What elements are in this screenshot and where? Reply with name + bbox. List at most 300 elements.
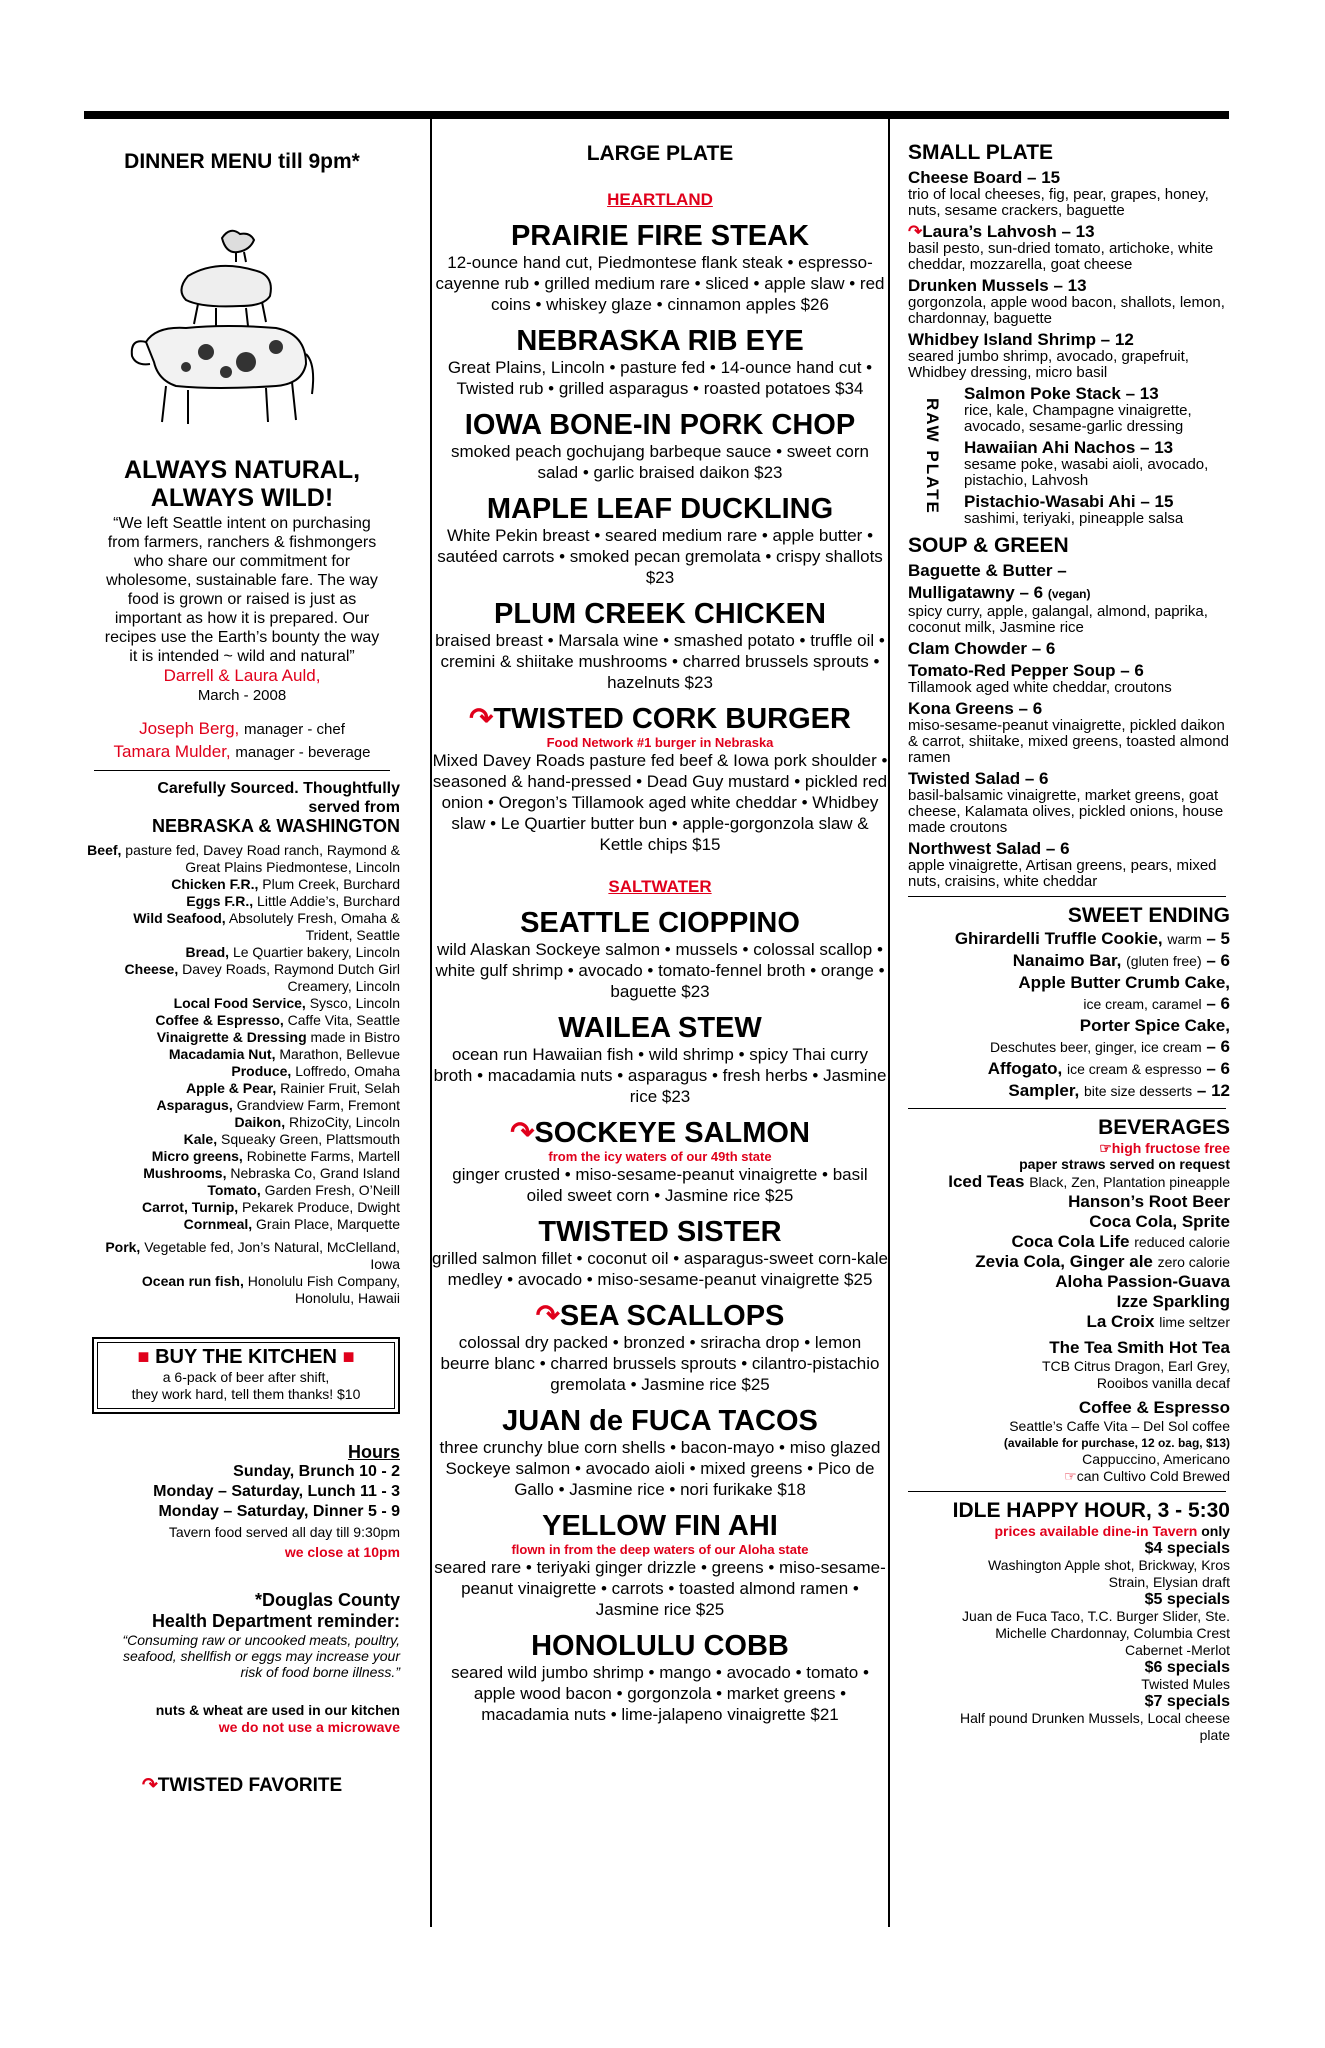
happy-hour-title: IDLE HAPPY HOUR, 3 - 5:30 — [952, 1499, 1230, 1522]
favorite-label: TWISTED FAVORITE — [157, 1775, 343, 1796]
source-text: Plum Creek, Burchard — [262, 876, 400, 892]
source-text: pasture fed, Davey Road ranch, Raymond & Great Plains Piedmontese, Lincoln — [125, 842, 400, 875]
happy-hour-block — [908, 1498, 1230, 1744]
raw-plate-label: RAW PLATE — [923, 398, 942, 515]
hfcs-note: high fructose free — [1111, 1140, 1230, 1156]
source-text: Squeaky Green, Plattsmouth — [221, 1131, 400, 1147]
beverage-line — [878, 1312, 1230, 1332]
divider — [908, 1491, 1226, 1492]
source-text: made in Bistro — [310, 1029, 400, 1045]
beverage-line — [878, 1192, 1230, 1212]
source-label: Coffee & Espresso, — [155, 1012, 284, 1028]
dish-description: 12-ounce hand cut, Piedmontese flank steak • espresso-cayenne rub • grilled medium rare • sliced • apple slaw • red coins • whiskey glaze • cinnamon apples $26 — [435, 253, 885, 314]
source-label: Daikon, — [234, 1114, 286, 1130]
health-reminder — [84, 1590, 400, 1680]
coffee-title: Coffee & Espresso — [1078, 1398, 1230, 1417]
source-item — [84, 1097, 400, 1114]
heading-line-1: ALWAYS NATURAL, — [123, 456, 361, 484]
dish — [432, 703, 888, 855]
source-text: Vegetable fed, Jon’s Natural, McClelland, Iowa — [144, 1239, 400, 1272]
happy-hour-price — [908, 1540, 1230, 1557]
item-name-text: Kona Greens – 6 — [908, 699, 1043, 718]
happy-hour-items: Half pound Drunken Mussels, Local cheese plate — [959, 1710, 1230, 1743]
item-name-text: Pistachio-Wasabi Ahi – 15 — [964, 492, 1174, 511]
tea-desc-1: TCB Citrus Dragon, Earl Grey, — [1041, 1358, 1230, 1374]
dessert-note: (gluten free) — [1126, 953, 1202, 969]
source-item — [84, 1012, 400, 1029]
item-name — [964, 438, 1230, 457]
item-name-text: Northwest Salad – 6 — [908, 839, 1070, 858]
dish-title: WAILEA STEW — [558, 1012, 762, 1044]
beverage-line — [878, 1172, 1230, 1192]
source-label: Beef, — [87, 842, 122, 858]
happy-hour-price — [908, 1659, 1230, 1676]
dessert-name: Apple Butter Crumb Cake, — [1018, 973, 1230, 992]
dish-title: PRAIRIE FIRE STEAK — [510, 220, 810, 252]
beverage-line — [878, 1292, 1230, 1312]
item-name-text: Laura’s Lahvosh – 13 — [922, 222, 1095, 241]
source-label: Cornmeal, — [183, 1216, 253, 1232]
hours-block — [84, 1442, 400, 1562]
menu-item — [908, 276, 1230, 327]
owners-quote: “We left Seattle intent on purchasing from farmers, ranchers & fishmongers who share our commitment for wholesome, sustainable fare. The way food is grown or raised is just as important as how it is prepared. Our recipes use the Earth’s bounty the way it is intended ~ wild and natural” — [104, 515, 380, 665]
item-name-text: Twisted Salad – 6 — [908, 769, 1049, 788]
item-name — [908, 168, 1230, 187]
happy-hour-price — [908, 1591, 1230, 1608]
dish-description: White Pekin breast • seared medium rare • apple butter • sautéed carrots • smoked pecan gremolata • crispy shallots $23 — [437, 526, 883, 587]
hours-brunch: Sunday, Brunch 10 - 2 — [233, 1463, 400, 1480]
dessert-name: Ghirardelli Truffle Cookie, — [954, 929, 1163, 948]
sweet-ending-title: SWEET ENDING — [1067, 904, 1230, 927]
beverages-title: BEVERAGES — [1098, 1116, 1230, 1139]
happy-hour-items: Washington Apple shot, Brickway, Kros Strain, Elysian draft — [988, 1557, 1230, 1590]
dish-description: ocean run Hawaiian fish • wild shrimp • spicy Thai curry broth • macadamia nuts • asparagus • fresh herbs • Jasmine rice $23 — [433, 1045, 887, 1106]
manager-1-name: Joseph Berg, — [139, 719, 240, 738]
source-item — [84, 893, 400, 910]
source-item — [84, 961, 400, 995]
center-column — [432, 140, 888, 1725]
item-description: sashimi, teriyaki, pineapple salsa — [964, 510, 1184, 527]
dish-name — [432, 220, 888, 252]
favorite-icon: ↷ — [510, 1117, 535, 1149]
pointing-hand-icon: ☞ — [1064, 1468, 1077, 1484]
beverage-name: Coca Cola Life — [1011, 1232, 1130, 1251]
twisted-favorite-legend — [84, 1774, 400, 1797]
favorite-icon: ↷ — [141, 1775, 158, 1796]
small-plate-items — [908, 168, 1230, 381]
kitchen-line-1: a 6-pack of beer after shift, — [162, 1369, 330, 1385]
menu-item — [908, 769, 1230, 836]
item-description: trio of local cheeses, fig, pear, grapes, honey, nuts, sesame crackers, baguette — [908, 186, 1209, 219]
divider — [94, 770, 390, 771]
item-description: miso-sesame-peanut vinaigrette, pickled daikon & carrot, shiitake, mixed greens, toasted almond ramen — [908, 717, 1229, 766]
dish-name — [432, 1405, 888, 1437]
soup-green-title: SOUP & GREEN — [908, 534, 1069, 557]
dish-name — [432, 703, 888, 735]
item-name-text: Mulligatawny – 6 — [908, 583, 1044, 602]
dessert-note: Deschutes beer, ginger, ice cream — [989, 1039, 1202, 1055]
dish-description: grilled salmon fillet • coconut oil • asparagus-sweet corn-kale medley • avocado • miso-sesame-peanut vinaigrette $25 — [432, 1249, 889, 1289]
dish-name — [432, 1300, 888, 1332]
source-item — [84, 1165, 400, 1182]
source-item — [84, 1063, 400, 1080]
tier-price: $6 specials — [1144, 1659, 1230, 1676]
dish-subtitle: flown in from the deep waters of our Aloha state — [511, 1542, 809, 1557]
beverage-note: zero calorie — [1157, 1254, 1230, 1270]
dessert-item — [908, 1015, 1230, 1036]
dish — [432, 1012, 888, 1107]
heartland-dishes — [432, 220, 888, 855]
tier-price: $7 specials — [1144, 1693, 1230, 1710]
dish-description: three crunchy blue corn shells • bacon-mayo • miso glazed Sockeye salmon • avocado aioli • mixed greens • Pico de Gallo • Jasmine rice • nori furikake $18 — [439, 1438, 881, 1499]
source-text: Caffe Vita, Seattle — [287, 1012, 400, 1028]
tier-price: $5 specials — [1144, 1591, 1230, 1608]
source-item — [84, 944, 400, 961]
square-bullet-icon: ■ — [342, 1346, 355, 1368]
dish-description: Mixed Davey Roads pasture fed beef & Iowa pork shoulder • seasoned & hand-pressed • Dead Guy mustard • pickled red onion • Oregon’s Tillamook aged white cheddar • Whidbey slaw • Le Quartier butter bun • apple-gorgonzola slaw & Kettle chips $15 — [432, 751, 888, 854]
beverage-line — [878, 1212, 1230, 1232]
dish-name — [432, 598, 888, 630]
item-name — [908, 222, 1230, 241]
beverage-name: La Croix — [1086, 1312, 1155, 1331]
item-name — [964, 492, 1230, 511]
menu-item — [908, 583, 1230, 636]
dinner-menu-title: DINNER MENU till 9pm* — [124, 150, 360, 173]
item-name-text: Clam Chowder – 6 — [908, 639, 1056, 658]
sources-list — [84, 842, 400, 1307]
dessert-note: bite size desserts — [1084, 1083, 1193, 1099]
right-column — [908, 140, 1230, 1744]
source-label: Chicken F.R., — [171, 876, 259, 892]
item-description: apple vinaigrette, Artisan greens, pears, mixed nuts, craisins, white cheddar — [908, 857, 1217, 890]
dessert-price: – 6 — [1206, 1037, 1230, 1056]
dish-description: wild Alaskan Sockeye salmon • mussels • colossal scallop • white gulf shrimp • avocado • tomato-fennel broth • orange • baguette $23 — [435, 940, 885, 1001]
source-item — [84, 1114, 400, 1131]
beverage-note: Black, Zen, Plantation pineapple — [1029, 1174, 1230, 1190]
item-name — [908, 276, 1230, 295]
dish-subtitle: Food Network #1 burger in Nebraska — [546, 735, 774, 750]
health-heading-1: *Douglas County — [254, 1590, 400, 1610]
dessert-item — [888, 928, 1230, 950]
source-label: Apple & Pear, — [186, 1080, 277, 1096]
item-description: sesame poke, wasabi aioli, avocado, pistachio, Lahvosh — [964, 456, 1209, 489]
dessert-name: Nanaimo Bar, — [1012, 951, 1122, 970]
beverage-name: Zevia Cola, Ginger ale — [975, 1252, 1153, 1271]
heading-line-2: ALWAYS WILD! — [150, 484, 334, 512]
item-name-text: Cheese Board – 15 — [908, 168, 1061, 187]
source-text: Marathon, Bellevue — [279, 1046, 400, 1062]
source-text: Pekarek Produce, Dwight — [242, 1199, 400, 1215]
straws-note: paper straws served on request — [1019, 1156, 1230, 1172]
dish-title: PLUM CREEK CHICKEN — [494, 598, 826, 630]
dish — [432, 907, 888, 1002]
kitchen-notes — [84, 1702, 400, 1736]
beverage-line — [878, 1252, 1230, 1272]
source-text: Grain Place, Marquette — [256, 1216, 400, 1232]
sweet-ending-block — [908, 903, 1230, 1102]
dish-description: Great Plains, Lincoln • pasture fed • 14-ounce hand cut • Twisted rub • grilled asparagus • roasted potatoes $34 — [447, 358, 873, 398]
dish — [432, 1216, 888, 1290]
source-item — [84, 1148, 400, 1165]
beverage-name: Coca Cola, Sprite — [1089, 1212, 1230, 1231]
sourcing-heading-text: Carefully Sourced. Thoughtfully served from — [157, 780, 400, 816]
dessert-price: – 6 — [1206, 951, 1230, 970]
source-label: Bread, — [185, 944, 230, 960]
beverage-line — [878, 1232, 1230, 1252]
source-text: Rainier Fruit, Selah — [280, 1080, 400, 1096]
divider — [908, 1108, 1226, 1109]
hours-tavern: Tavern food served all day till 9:30pm — [168, 1524, 400, 1540]
health-text: “Consuming raw or uncooked meats, poultry, seafood, shellfish or eggs may increase your risk of food borne illness.” — [122, 1632, 400, 1680]
source-item — [84, 995, 400, 1012]
source-item — [84, 1046, 400, 1063]
item-name — [908, 561, 1230, 580]
philosophy-heading — [84, 456, 400, 512]
menu-item — [964, 384, 1230, 435]
divider — [908, 896, 1226, 897]
dessert-item — [908, 972, 1230, 993]
dessert-price: – 6 — [1206, 1059, 1230, 1078]
menu-item — [908, 839, 1230, 890]
dish-name — [432, 409, 888, 441]
beverage-name: Hanson’s Root Beer — [1068, 1192, 1230, 1211]
menu-item — [908, 168, 1230, 219]
saltwater-tag: SALTWATER — [608, 877, 712, 896]
dessert-item — [908, 1058, 1230, 1080]
menu-item — [908, 661, 1230, 696]
beverages-block — [908, 1115, 1230, 1485]
dessert-note: ice cream, caramel — [1083, 996, 1202, 1012]
item-name — [908, 583, 1230, 604]
source-label: Cheese, — [124, 961, 179, 977]
favorite-icon: ↷ — [535, 1300, 560, 1332]
coffee-desc-1: Seattle’s Caffe Vita – Del Sol coffee — [1009, 1418, 1230, 1434]
dish-name — [432, 907, 888, 939]
source-label: Mushrooms, — [143, 1165, 227, 1181]
source-label: Eggs F.R., — [186, 893, 254, 909]
dessert-price: – 12 — [1196, 1081, 1230, 1100]
happy-hour-items: Juan de Fuca Taco, T.C. Burger Slider, Ste. Michelle Chardonnay, Columbia Crest Cabernet -Merlot — [962, 1608, 1230, 1658]
dish-title: SEATTLE CIOPPINO — [520, 907, 800, 939]
saltwater-dishes — [432, 907, 888, 1725]
item-name — [964, 384, 1230, 403]
dish-name — [432, 325, 888, 357]
farm-animals-illustration — [126, 222, 326, 432]
source-item — [84, 876, 400, 893]
source-item — [84, 1131, 400, 1148]
dish — [432, 1630, 888, 1725]
dessert-price: – 6 — [1206, 994, 1230, 1013]
beverage-note: lime seltzer — [1159, 1314, 1230, 1330]
dish — [432, 493, 888, 588]
source-label: Tomato, — [207, 1182, 261, 1198]
menu-item — [964, 492, 1230, 527]
dish-name — [432, 493, 888, 525]
dish-title: NEBRASKA RIB EYE — [516, 325, 804, 357]
item-description: basil pesto, sun-dried tomato, artichoke, white cheddar, mozzarella, goat cheese — [908, 240, 1214, 273]
hours-heading: Hours — [347, 1442, 400, 1462]
source-item — [84, 1080, 400, 1097]
source-label: Macadamia Nut, — [168, 1046, 276, 1062]
dish — [432, 1300, 888, 1395]
dish-name — [432, 1012, 888, 1044]
dish-title: MAPLE LEAF DUCKLING — [486, 493, 834, 525]
large-plate-title: LARGE PLATE — [586, 142, 734, 165]
source-item — [84, 1216, 400, 1233]
dessert-name: Sampler, — [1008, 1081, 1080, 1100]
dish-description: seared wild jumbo shrimp • mango • avocado • tomato • apple wood bacon • gorgonzola • market greens • macadamia nuts • lime-jalapeno vinaigrette $21 — [451, 1663, 869, 1724]
item-name-text: Baguette & Butter – — [908, 561, 1067, 580]
source-item — [84, 1182, 400, 1199]
source-item — [84, 1239, 400, 1273]
happy-hour-items: Twisted Mules — [1141, 1676, 1230, 1692]
dish-title: SOCKEYE SALMON — [534, 1117, 810, 1149]
beverage-name: Izze Sparkling — [1116, 1292, 1230, 1311]
source-text: Sysco, Lincoln — [309, 995, 400, 1011]
dish-description: seared rare • teriyaki ginger drizzle • greens • miso-sesame-peanut vinaigrette • carrots • toasted almond ramen • Jasmine rice $25 — [434, 1558, 886, 1619]
dessert-note: ice cream & espresso — [1067, 1061, 1202, 1077]
favorite-icon: ↷ — [469, 703, 494, 735]
kitchen-line-2: they work hard, tell them thanks! $10 — [131, 1386, 361, 1402]
item-name — [908, 639, 1230, 658]
item-name — [908, 839, 1230, 858]
dish-title: YELLOW FIN AHI — [542, 1510, 778, 1542]
dessert-price: – 5 — [1206, 929, 1230, 948]
tea-title: The Tea Smith Hot Tea — [1049, 1338, 1230, 1357]
dish-title: JUAN de FUCA TACOS — [502, 1405, 818, 1437]
manager-1-title: manager - chef — [244, 721, 345, 738]
note-nuts-wheat: nuts & wheat are used in our kitchen — [155, 1702, 400, 1718]
dish — [432, 409, 888, 483]
pointing-hand-icon: ☞ — [1099, 1140, 1112, 1156]
hours-dinner: Monday – Saturday, Dinner 5 - 9 — [158, 1503, 400, 1520]
item-name-text: Hawaiian Ahi Nachos – 13 — [964, 438, 1174, 457]
source-text: RhizoCity, Lincoln — [288, 1114, 400, 1130]
dish — [432, 1405, 888, 1500]
source-text: Little Addie’s, Burchard — [257, 893, 400, 909]
dish-name — [432, 1216, 888, 1248]
beverage-name: Iced Teas — [948, 1172, 1025, 1191]
menu-item — [964, 438, 1230, 489]
dish — [432, 220, 888, 315]
buy-the-kitchen-box — [92, 1337, 400, 1414]
item-name — [908, 699, 1230, 718]
dish-name — [432, 1630, 888, 1662]
source-label: Ocean run fish, — [141, 1273, 244, 1289]
coffee-desc-2: (available for purchase, 12 oz. bag, $13) — [1003, 1436, 1230, 1450]
menu-item — [908, 639, 1230, 658]
happy-hour-price — [908, 1693, 1230, 1710]
heartland-tag: HEARTLAND — [607, 190, 713, 209]
source-item — [84, 1273, 400, 1307]
coffee-desc-4: can Cultivo Cold Brewed — [1076, 1468, 1230, 1484]
dessert-name: Affogato, — [987, 1059, 1063, 1078]
health-heading-2: Health Department reminder: — [151, 1611, 400, 1631]
dish-description: ginger crusted • miso-sesame-peanut vinaigrette • basil oiled sweet corn • Jasmine rice $25 — [452, 1165, 868, 1205]
favorite-icon: ↷ — [908, 222, 923, 241]
beverage-name: Aloha Passion-Guava — [1055, 1272, 1230, 1291]
source-text: Davey Roads, Raymond Dutch Girl Creamery, Lincoln — [182, 961, 400, 994]
dish-name — [432, 1117, 888, 1149]
dish-title: IOWA BONE-IN PORK CHOP — [464, 409, 856, 441]
item-description: gorgonzola, apple wood bacon, shallots, lemon, chardonnay, baguette — [908, 294, 1225, 327]
item-name — [908, 330, 1230, 349]
dish-title: TWISTED CORK BURGER — [493, 703, 851, 735]
item-description: rice, kale, Champagne vinaigrette, avocado, sesame-garlic dressing — [964, 402, 1192, 435]
source-label: Carrot, Turnip, — [141, 1199, 239, 1215]
owners-signature: Darrell & Laura Auld, — [163, 666, 321, 685]
source-text: Nebraska Co, Grand Island — [230, 1165, 400, 1181]
column-divider-right — [888, 119, 890, 1927]
sourcing-states: NEBRASKA & WASHINGTON — [151, 816, 400, 836]
dish — [432, 598, 888, 693]
hours-lunch: Monday – Saturday, Lunch 11 - 3 — [153, 1483, 400, 1500]
item-description: Tillamook aged white cheddar, croutons — [908, 679, 1172, 696]
item-note: (vegan) — [1047, 587, 1091, 601]
item-name — [908, 661, 1230, 680]
source-item — [84, 910, 400, 944]
source-text: Loffredo, Omaha — [295, 1063, 400, 1079]
dish-description: smoked peach gochujang barbeque sauce • sweet corn salad • garlic braised daikon $23 — [450, 442, 869, 482]
item-description: seared jumbo shrimp, avocado, grapefruit, Whidbey dressing, micro basil — [908, 348, 1189, 381]
menu-item — [908, 561, 1230, 580]
happy-hour-sub: prices available dine-in Tavern — [994, 1523, 1198, 1539]
tier-price: $4 specials — [1144, 1540, 1230, 1557]
dish — [432, 1117, 888, 1206]
happy-hour-only: only — [1201, 1523, 1230, 1539]
left-column — [84, 140, 400, 1797]
source-label: Wild Seafood, — [133, 910, 226, 926]
dish-title: SEA SCALLOPS — [559, 1300, 785, 1332]
dish-title: HONOLULU COBB — [531, 1630, 789, 1662]
dessert-name: Porter Spice Cake, — [1079, 1016, 1230, 1035]
note-microwave: we do not use a microwave — [218, 1719, 400, 1735]
item-name — [908, 769, 1230, 788]
menu-item — [908, 222, 1230, 273]
source-text: Garden Fresh, O’Neill — [264, 1182, 400, 1198]
management — [84, 718, 400, 764]
source-item — [84, 842, 400, 876]
small-plate-title: SMALL PLATE — [908, 141, 1054, 164]
top-rule — [84, 111, 1229, 119]
source-label: Produce, — [231, 1063, 292, 1079]
source-text: Absolutely Fresh, Omaha & Trident, Seattle — [228, 910, 400, 943]
source-item — [84, 1029, 400, 1046]
hours-close: we close at 10pm — [284, 1544, 400, 1560]
dish — [432, 1510, 888, 1620]
dessert-item — [908, 950, 1230, 972]
source-label: Vinaigrette & Dressing — [156, 1029, 307, 1045]
menu-item — [908, 330, 1230, 381]
dessert-item — [908, 993, 1230, 1015]
item-name-text: Whidbey Island Shrimp – 12 — [908, 330, 1134, 349]
source-text: Grandview Farm, Fremont — [236, 1097, 400, 1113]
source-text: Robinette Farms, Martell — [246, 1148, 400, 1164]
kitchen-title: BUY THE KITCHEN — [155, 1346, 337, 1368]
raw-plate-block — [908, 384, 1230, 527]
beverage-note: reduced calorie — [1134, 1234, 1230, 1250]
source-label: Local Food Service, — [173, 995, 306, 1011]
source-label: Pork, — [105, 1239, 141, 1255]
source-label: Micro greens, — [151, 1148, 243, 1164]
source-label: Kale, — [183, 1131, 218, 1147]
dessert-item — [908, 1036, 1230, 1058]
tea-desc-2: Rooibos vanilla decaf — [1096, 1375, 1230, 1391]
dish-subtitle: from the icy waters of our 49th state — [548, 1149, 772, 1164]
coffee-desc-3: Cappuccino, Americano — [1082, 1451, 1230, 1467]
soup-green-items — [908, 561, 1230, 890]
dish-description: colossal dry packed • bronzed • sriracha drop • lemon beurre blanc • charred brussels sprouts • cilantro-pistachio gremolata • Jasmine rice $25 — [440, 1333, 880, 1394]
